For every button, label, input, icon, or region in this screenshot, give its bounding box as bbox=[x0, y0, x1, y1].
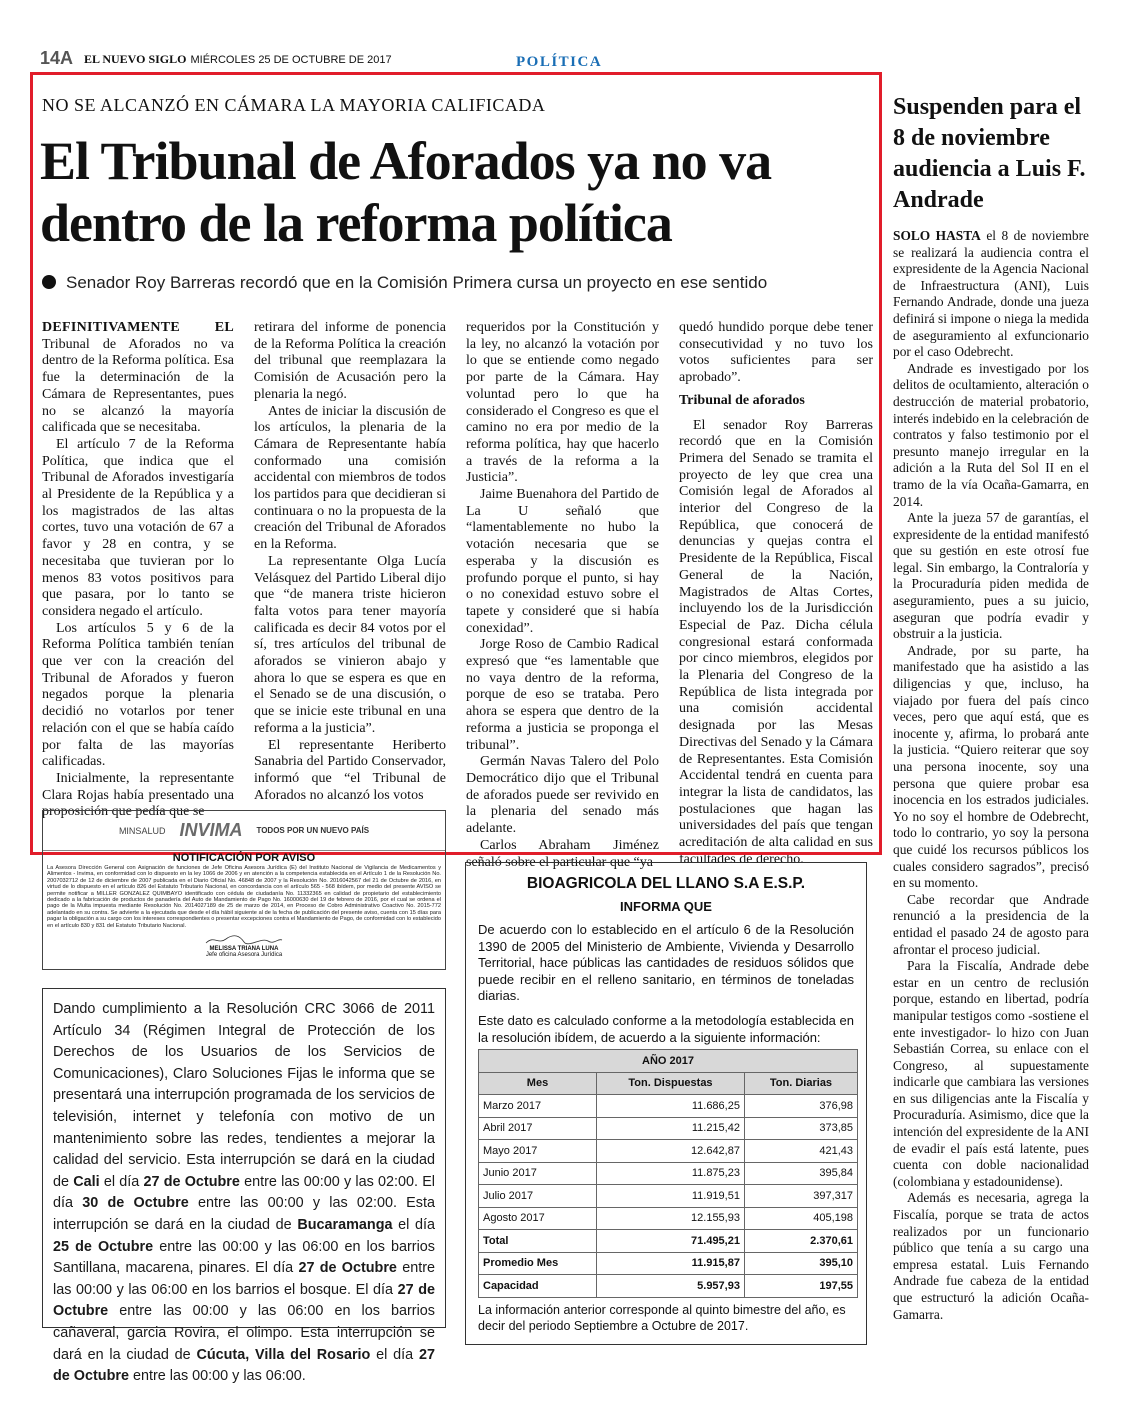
bioagricola-notice bbox=[465, 862, 867, 1345]
column-header: Ton. Dispuestas bbox=[597, 1072, 745, 1095]
table-row bbox=[479, 1185, 858, 1208]
highlighted-text: 27 de Octubre bbox=[143, 1173, 240, 1190]
article-column-2 bbox=[254, 320, 446, 804]
notice-text: entre las 00:00 y las 06:00 en los barrios cañaveral, garcia Rovira, el olimpo. Esta interrupción se dará en la ciudad de bbox=[53, 1303, 435, 1363]
article-paragraph: Jorge Roso de Cambio Radical expresó que “es lamentable que no vaya dentro de la reforma, porque de eso se trataba. Pero ahora se espera que dentro de la reforma a justicia se proponga el tribunal”. bbox=[466, 637, 659, 753]
table-row bbox=[479, 1117, 858, 1140]
article-kicker: NO SE ALCANZÓ EN CÁMARA LA MAYORIA CALIFICADA bbox=[42, 95, 546, 115]
highlighted-text: 27 de Octubre bbox=[53, 1281, 435, 1320]
claro-service-notice bbox=[42, 988, 446, 1385]
article-paragraph bbox=[42, 320, 234, 437]
legal-notice bbox=[42, 810, 446, 970]
article-column-3 bbox=[466, 320, 659, 871]
article-paragraph: Los artículos 5 y 6 de la Reforma Política también tenían que ver con la creación del Tribunal de Aforados y fueron negados porque la plenaria decidió no votarlos por tener relación con el que se había caído por falta de las mayorías calificadas. bbox=[42, 620, 234, 770]
sidebar-body bbox=[893, 228, 1089, 1323]
article-paragraph: Jaime Buenahora del Partido de La U señaló que “lamentablemente no hubo la votación necesaria que se esperaba y la discusión es profundo porque el punto, si hay o no conexidad estuvo sobre el tapete y consideré que si había conexidad”. bbox=[466, 487, 659, 636]
article-paragraph: retirara del informe de ponencia de la Reforma Política la creación del tribunal que reemplazara la Comisión de Acusación pero la plenaria la negó. bbox=[254, 320, 446, 402]
newspaper-name bbox=[84, 52, 392, 67]
table-cell: Junio 2017 bbox=[479, 1162, 597, 1185]
signature-icon bbox=[204, 934, 284, 946]
notice-text: entre las 00:00 y las 06:00. bbox=[128, 1368, 306, 1385]
subhead-text: Senador Roy Barreras recordó que en la Comisión Primera cursa un proyecto en ese sentido bbox=[66, 273, 768, 292]
lead-caps: SOLO HASTA bbox=[893, 228, 981, 243]
table-row bbox=[479, 1162, 858, 1185]
highlighted-text: Bucaramanga bbox=[297, 1216, 393, 1233]
table-cell: 395,10 bbox=[744, 1252, 857, 1275]
notice-paragraph: De acuerdo con lo establecido en el artículo 6 de la Resolución 1390 de 2005 del Ministerio de Ambiente, Vivienda y Desarrollo Territorial, hace públicas las cantidades de residuos sólidos que puede recibir en el relleno sanitario, en términos de toneladas diarias. bbox=[478, 922, 854, 1004]
notice-text: entre las 00:00 y las 06:00 en los barrios Santillana, macarena, pinares. El día bbox=[53, 1238, 435, 1277]
invima-logo: INVIMA bbox=[179, 820, 243, 840]
article-column-1 bbox=[42, 320, 234, 821]
bullet-icon bbox=[42, 275, 56, 289]
paragraph-text: Tribunal de Aforados no va dentro de la Reforma política. Esa fue la determinación de la Cámara de Representantes, pues no se alcanzó la mayoría calificada que se necesitaba. bbox=[42, 336, 234, 436]
table-cell: 376,98 bbox=[744, 1095, 857, 1118]
waste-table bbox=[478, 1049, 858, 1298]
issue-date: MIÉRCOLES 25 DE OCTUBRE DE 2017 bbox=[190, 54, 392, 66]
article-paragraph: El senador Roy Barreras recordó que en la Comisión Primera del Senado se tramita el proyecto de ley que crea una Comisión legal de Aforados al interior del Congreso de la República, que conocerá de denuncias y quejas contra el Presidente de la República, Fiscal General de la Nación, Magistrados de Altas Cortes, incluyendo los de la Jurisdicción Especial de Paz. Dicha célula congresional estará conformada por cinco miembros, elegidos por la Plenaria del Congreso de la República de lista integrada por una comisión accidental designada por las Mesas Directivas del Senado y la Cámara de Representantes. Esta Comisión Accidental tendrá en cuenta para integrar la lista de candidatos, las postulaciones que hagan las universidades del país que tengan acreditación de alta calidad en sus facultades de derecho. bbox=[679, 417, 873, 867]
newspaper-title: EL NUEVO SIGLO bbox=[84, 52, 187, 66]
highlighted-text: Cúcuta, Villa del Rosario bbox=[196, 1346, 371, 1363]
notice-subtitle: INFORMA QUE bbox=[620, 899, 712, 914]
highlighted-text: 27 de Octubre bbox=[298, 1260, 397, 1277]
logo-row bbox=[43, 811, 445, 851]
article-paragraph: requeridos por la Constitución y la ley, no alcanzó la votación por lo que se entiende como negado por parte de la Cámara. Hay voluntad pero lo que ha considerado el Congreso es que el camino no era por medio de la reforma política, hay que hacerlo a través de la reforma a la Justicia”. bbox=[466, 320, 659, 486]
sidebar-article bbox=[893, 92, 1089, 1323]
article-paragraph: quedó hundido porque debe tener consecutividad y no tuvo los votos suficientes para ser aprobado”. bbox=[679, 320, 873, 386]
notice-company-title: BIOAGRICOLA DEL LLANO S.A E.S.P. bbox=[526, 875, 806, 892]
notice-text: entre las 00:00 y las 02:00. Esta interrupción se dará en la ciudad de bbox=[53, 1195, 435, 1233]
table-cell: 11.215,42 bbox=[597, 1117, 745, 1140]
paragraph-text: el 8 de noviembre se realizará la audiencia contra el expresidente de la Agencia Nacional de Infraestructura (ANI), Luis Fernando Andrade, donde una jueza definirá si impone o niega la medida de aseguramiento al exfuncionario por el caso Odebrecht. bbox=[893, 228, 1089, 360]
table-title: AÑO 2017 bbox=[479, 1050, 858, 1073]
article-paragraph: Carlos Abraham Jiménez señaló sobre el particular que “ya bbox=[466, 837, 659, 870]
sidebar-paragraph bbox=[893, 228, 1089, 361]
table-cell: Total bbox=[479, 1230, 597, 1253]
table-cell: 12.155,93 bbox=[597, 1207, 745, 1230]
table-cell: 405,198 bbox=[744, 1207, 857, 1230]
notice-text: el día bbox=[99, 1173, 144, 1190]
highlighted-text: 27 de Octubre bbox=[53, 1346, 435, 1385]
notice-footer: La información anterior corresponde al quinto bimestre del año, es decir del periodo Septiembre a Octubre de 2017. bbox=[478, 1303, 846, 1333]
table-cell: 197,55 bbox=[744, 1275, 857, 1298]
highlighted-text: 30 de Octubre bbox=[82, 1195, 189, 1212]
table-row bbox=[479, 1095, 858, 1118]
sidebar-paragraph: Cabe recordar que Andrade renunció a la presidencia de la entidad el pasado 24 de agosto para afrontar el proceso judicial. bbox=[893, 891, 1089, 957]
table-cell: 373,85 bbox=[744, 1117, 857, 1140]
lead-caps: DEFINITIVAMENTE EL bbox=[42, 320, 234, 335]
minsalud-logo: MINSALUD bbox=[118, 825, 166, 836]
article-headline: El Tribunal de Aforados ya no va dentro de la reforma política bbox=[40, 131, 772, 253]
notice-text: entre las 00:00 y las 02:00. El día bbox=[53, 1173, 436, 1212]
table-cell: 12.642,87 bbox=[597, 1140, 745, 1163]
table-cell: Abril 2017 bbox=[479, 1117, 597, 1140]
page-number: 14A bbox=[40, 48, 74, 68]
table-cell: Mayo 2017 bbox=[479, 1140, 597, 1163]
table-cell: Julio 2017 bbox=[479, 1185, 597, 1208]
summary-row bbox=[479, 1230, 858, 1253]
table-cell: 397,317 bbox=[744, 1185, 857, 1208]
article-paragraph: El artículo 7 de la Reforma Política, que indica que el Tribunal de Aforados investigaría al Presidente de la República y a los magistrados de las altas cortes, tuvo una votación de 67 a favor y 28 en contra, y se necesitaba que tuvieran por lo menos 83 votos positivos para que pasara, por lo tanto se considera negado el artículo. bbox=[42, 436, 234, 619]
summary-row bbox=[479, 1275, 858, 1298]
article-paragraph: Antes de iniciar la discusión de los artículos, la plenaria de la Cámara de Representante había conformado una comisión accidental con miembros de todos los partidos para que decidieran si continuara o no la propuesta de la creación del Tribunal de Aforados en la Reforma. bbox=[254, 403, 446, 553]
article-subhead bbox=[42, 273, 767, 293]
table-cell: Agosto 2017 bbox=[479, 1207, 597, 1230]
table-cell: 395,84 bbox=[744, 1162, 857, 1185]
signer-name: MELISSA TRIANA LUNA bbox=[209, 946, 279, 953]
column-header: Ton. Diarias bbox=[744, 1072, 857, 1095]
signer-role: Jefe oficina Asesora Jurídica bbox=[205, 952, 283, 959]
article-paragraph: La representante Olga Lucía Velásquez del Partido Liberal dijo que “de manera triste hicieron falta votos para tener mayoría calificada es decir 84 votos por el sí, tres artículos del tribunal de aforados se vinieron abajo y ahora lo que se espera es que en el Senado se de una discusión, o que se inicie este tribunal en una reforma a la justicia”. bbox=[254, 553, 446, 736]
table-cell: 2.370,61 bbox=[744, 1230, 857, 1253]
sidebar-paragraph: Andrade es investigado por los delitos de ocultamiento, alteración o destrucción de material probatorio, interés indebido en la celebración de contratos y falso testimonio por el presunto manejo irregular en la adición a la Ruta del Sol II en el tramo de la vía Ocaña-Gamarra, en 2014. bbox=[893, 360, 1089, 509]
notice-title: NOTIFICACIÓN POR AVISO bbox=[172, 852, 316, 864]
notice-text: entre las 00:00 y las 06:00 en los barrios el bosque. El día bbox=[53, 1260, 435, 1298]
table-body bbox=[479, 1095, 858, 1298]
highlighted-text: 25 de Octubre bbox=[53, 1238, 154, 1255]
sidebar-paragraph: Andrade, por su parte, ha manifestado que ha asistido a las diligencias y que, incluso, ha viajado por fuera del país cinco veces, pero que aquí está, que es inocente y, afirma, lo probará ante la justicia. “Quiero reiterar que soy una persona inocente, soy una persona que quiere probar esa inocencia en los estrados judiciales. Yo no soy el hombre de Odebrecht, todo lo contrario, yo soy la persona que cuidé los recursos públicos los cuales considero sagrados”, precisó en su momento. bbox=[893, 642, 1089, 891]
article-paragraph: El representante Heriberto Sanabria del Partido Conservador, informó que “el Tribunal de Aforados no alcanzó los votos bbox=[254, 737, 446, 803]
article-paragraph: Inicialmente, la representante Clara Rojas había presentado una proposición que pedía que se bbox=[42, 770, 234, 820]
summary-row bbox=[479, 1252, 858, 1275]
table-cell: 5.957,93 bbox=[597, 1275, 745, 1298]
table-cell: Promedio Mes bbox=[479, 1252, 597, 1275]
government-logo: TODOS POR UN NUEVO PAÍS bbox=[256, 826, 370, 835]
notice-text: el día bbox=[370, 1346, 419, 1363]
table-cell: Capacidad bbox=[479, 1275, 597, 1298]
table-cell: 421,43 bbox=[744, 1140, 857, 1163]
sidebar-headline: Suspenden para el 8 de noviembre audiencia a Luis F. Andrade bbox=[893, 94, 1086, 213]
sidebar-paragraph: Además es necesaria, agrega la Fiscalía, porque se trata de actos realizados por un funcionario público que tenía a su cargo una empresa estatal. Luis Fernando Andrade fue cabeza de la entidad que estructuró la adición Ocaña-Gamarra. bbox=[893, 1190, 1089, 1322]
article-paragraph: Germán Navas Talero del Polo Democrático dijo que el Tribunal de aforados puede ser revivido en la plenaria del senado más adelante. bbox=[466, 754, 659, 837]
table-cell: Marzo 2017 bbox=[479, 1095, 597, 1118]
article-column-4 bbox=[679, 320, 873, 869]
highlighted-text: Cali bbox=[73, 1173, 100, 1190]
sidebar-paragraph: Ante la jueza 57 de garantías, el expresidente de la entidad manifestó que su gestión en este otrosí fue legal. Sin embargo, la Contraloría y la Procuraduría piden medida de aseguramiento, pues a su juicio, aseguran que podría evadir y obstruir a la justicia. bbox=[893, 510, 1089, 642]
table-cell: 11.919,51 bbox=[597, 1185, 745, 1208]
column-header: Mes bbox=[479, 1072, 597, 1095]
table-cell: 11.875,23 bbox=[597, 1162, 745, 1185]
page-header bbox=[40, 48, 1090, 70]
table-row bbox=[479, 1140, 858, 1163]
table-cell: 71.495,21 bbox=[597, 1230, 745, 1253]
table-cell: 11.686,25 bbox=[597, 1095, 745, 1118]
table-cell: 11.915,87 bbox=[597, 1252, 745, 1275]
sidebar-paragraph: Para la Fiscalía, Andrade debe estar en un centro de reclusión porque, estando en libertad, podría manipular testigos como -sostiene el ente investigador- lo hizo con Juan Sebastián Correa, su enlace con el Congreso, al supuestamente indicarle que cambiara las versiones en sus diligencias ante la Fiscalía y Procuraduría. Asimismo, dice que la intención del expresidente de la ANI de evadir el país está latente, pues cuenta con doble nacionalidad (colombiana y estadounidense). bbox=[893, 958, 1089, 1189]
section-label: POLÍTICA bbox=[516, 54, 603, 70]
table-row bbox=[479, 1207, 858, 1230]
notice-text: el día bbox=[392, 1216, 435, 1233]
notice-text: Dando cumplimiento a la Resolución CRC 3066 de 2011 Artículo 34 (Régimen Integral de Protección de los Derechos de los Usuarios de los Servicios de Comunicaciones), Claro Soluciones Fijas le informa que se presentará una interrupción programada de los servicios de televisión, internet y telefonía con motivo de un mantenimiento sobre las redes, tendientes a mejorar la calidad del servicio. Esta interrupción se dará en la ciudad de bbox=[53, 1001, 435, 1190]
notice-text: La Asesora Dirección General con Asignación de funciones de Jefe Oficina Asesora Jurídica (E) del Instituto Nacional de Vigilancia de Medicamentos y Alimentos - Invima, en conformidad con lo dispuesto en la ley 1066 de 2006 y en atención a la competencia establecida en el Artículo 1 de la Resolución No. 2007032712 de 12 de diciembre de 2007 publicada en el Diario Oficial No. 46848 de 2007 y la Resolución No. 2016042567 del 21 de Octubre de 2016, en virtud de lo dispuesto en el artículo 826 del Estatuto Tributario Nacional, en concordancia con el artículo 565 - 568 ibídem, por medio del presente AVISO se permite notificar a MILLER GONZALEZ QUIMBAYO identificado con cédula de ciudadanía No. 11332365 en calidad de propietario del establecimiento dedicado a la fabricación de productos de panadería del Auto de Mandamiento de Pago No. 16000630 del 19 de febrero de 2016, por el cual se ordena el pago de la Multa impuesta mediante Resolución No. 2014027189 de 25 de marzo de 2014, en Proceso de Cobro Administrativo Coactivo No. 2015-772 adelantado en su contra. Se advierte a la ejecutada que desde el día hábil siguiente al de la fecha de publicación del presente aviso, cuenta con 15 días para pagar la obligación a su cargo con los intereses correspondientes o presentar excepciones contra el Mandamiento de Pago, de conformidad con lo establecido en el artículo 830 y 831 del Estatuto Tributario Nacional. bbox=[47, 865, 441, 929]
subsection-heading: Tribunal de aforados bbox=[679, 392, 805, 408]
notice-paragraph: Este dato es calculado conforme a la metodología establecida en la resolución ibídem, de acuerdo a la siguiente información: bbox=[478, 1012, 854, 1045]
